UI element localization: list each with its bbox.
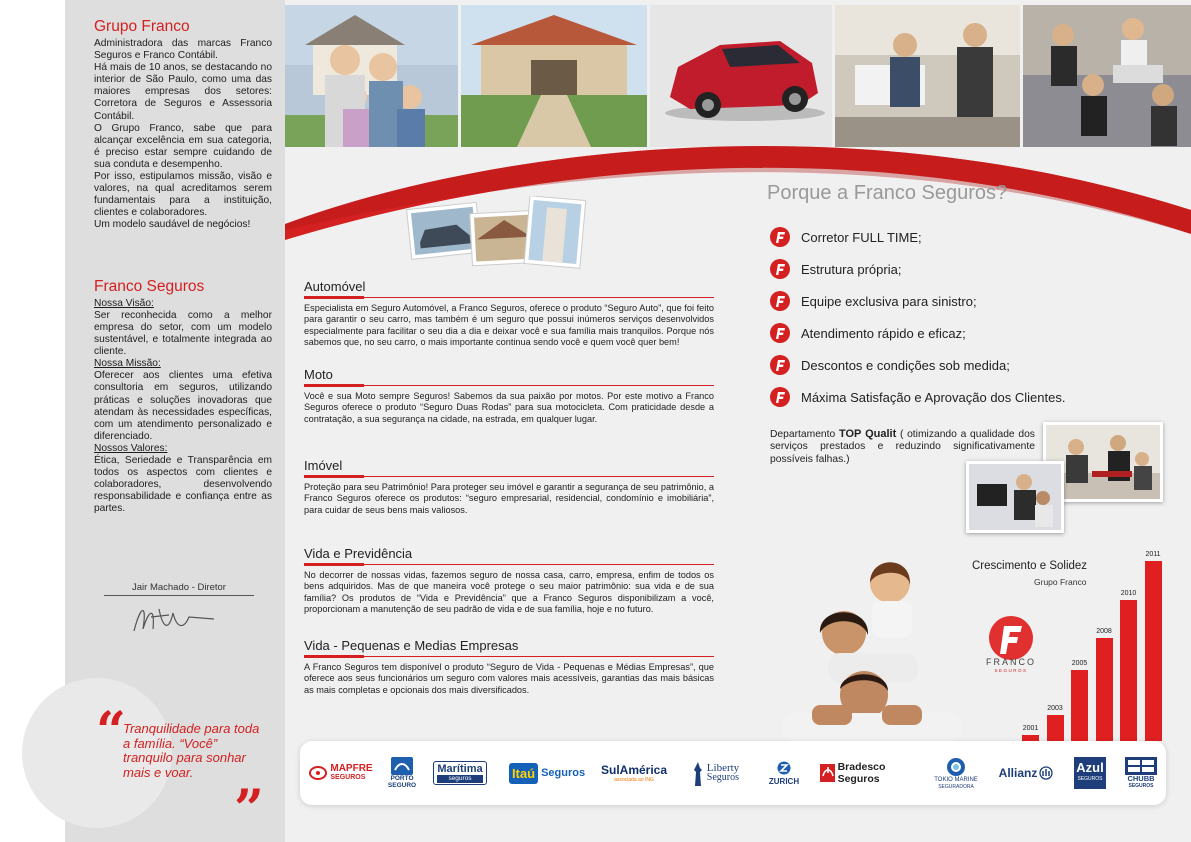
chart-year-label: 2011 xyxy=(1145,551,1161,558)
franco-f-icon xyxy=(769,226,791,248)
chart-title: Crescimento e Solidez xyxy=(972,560,1088,572)
franco-f-icon xyxy=(769,354,791,376)
valores-label: Nossos Valores: xyxy=(94,442,168,454)
service-moto xyxy=(304,367,714,425)
feature-label: Descontos e condições sob medida; xyxy=(801,357,1010,373)
chart-year-label: 2003 xyxy=(1047,705,1063,713)
service-title: Automóvel xyxy=(304,279,714,298)
zurich-icon xyxy=(777,761,791,775)
partners-strip xyxy=(300,741,1166,805)
mapfre-sub: SEGUROS xyxy=(330,774,366,781)
feature-label: Equipe exclusiva para sinistro; xyxy=(801,293,977,309)
missao-label: Nossa Missão: xyxy=(94,358,161,370)
chart-year-label: 2005 xyxy=(1071,660,1088,668)
chubb-name: CHUBB xyxy=(1127,774,1155,783)
why-title: Porque a Franco Seguros? xyxy=(767,182,1008,204)
porto-icon xyxy=(391,757,413,775)
chart-bar-2005 xyxy=(1071,670,1088,741)
partner-maritima xyxy=(428,741,492,805)
stacked-photos xyxy=(405,196,590,276)
partner-tokio xyxy=(928,741,984,805)
partner-itau xyxy=(510,741,584,805)
partner-sulamerica xyxy=(598,741,670,805)
zurich-name: ZURICH xyxy=(768,776,800,786)
signature-scribble xyxy=(129,599,219,639)
partner-azul xyxy=(1070,741,1110,805)
valores-text: Ética, Seriedade e Transparência em todos os aspectos com clientes e colaboradores, desenvolvendo responsabilidade e confiança entre as partes. xyxy=(94,454,272,515)
chart-year-label: 2008 xyxy=(1096,628,1112,636)
franco-f-icon xyxy=(769,290,791,312)
liberty-statue-icon xyxy=(691,760,705,786)
feature-item xyxy=(769,258,901,280)
chart-bar-2003 xyxy=(1047,715,1064,741)
tokio-name: TOKIO MARINE xyxy=(934,776,978,783)
tokio-sub: SEGURADORA xyxy=(938,783,974,790)
chart-bar-2008 xyxy=(1096,638,1113,741)
grupo-para: Por isso, estipulamos missão, visão e valores, na qual acreditamos serem fundamentais para a instituição, clientes e colaboradores. xyxy=(94,171,272,219)
open-quote-icon: “ xyxy=(96,701,126,762)
service-automovel xyxy=(304,279,714,349)
azul-name: Azul xyxy=(1076,760,1104,775)
porto-sub: SEGURO xyxy=(387,782,417,789)
chart-year-label: 2010 xyxy=(1120,589,1137,597)
close-quote-icon: ” xyxy=(234,779,264,840)
feature-label: Estrutura própria; xyxy=(801,261,902,277)
allianz-name: Allianz xyxy=(998,766,1038,780)
service-title: Vida e Previdência xyxy=(304,546,714,565)
partner-mapfre xyxy=(306,741,376,805)
dept-description: ( otimizando a qualidade dos serviços prestados e reduzindo significativamente possíveis falhas.) xyxy=(770,429,1035,465)
grupo-para: Há mais de 10 anos, se destacando no interior de São Paulo, como uma das maiores empresas dos setores: Corretora de Seguros e Assessoria Contábil. xyxy=(94,62,272,122)
itau-name: Itaú xyxy=(509,763,538,784)
service-title: Imóvel xyxy=(304,458,714,477)
chubb-sub: SEGUROS xyxy=(1128,783,1154,789)
service-title: Moto xyxy=(304,367,714,386)
partner-zurich xyxy=(760,741,808,805)
service-text: A Franco Seguros tem disponível o produto “Seguro de Vida - Pequenas e Médias Empresas”, que oferece aos seus funcionários um seguro com valores mais acessíveis, garantias das mais básicas as mais completas e opcionais dos mais diversificados. xyxy=(304,662,714,695)
happy-family-photo xyxy=(772,555,972,745)
tokio-marine-icon xyxy=(946,757,966,777)
azul-sub: SEGUROS xyxy=(1077,776,1103,782)
service-vida-empresas xyxy=(304,638,714,696)
feature-item xyxy=(769,290,977,312)
feature-label: Máxima Satisfação e Aprovação dos Clientes. xyxy=(801,389,1066,405)
itau-sub: Seguros xyxy=(541,767,586,779)
partner-bradesco xyxy=(820,741,922,805)
franco-seguros-title: Franco Seguros xyxy=(94,278,205,295)
dept-bold: TOP Qualit xyxy=(838,428,897,440)
feature-item xyxy=(769,322,966,344)
grupo-para: Um modelo saudável de negócios! xyxy=(94,219,251,231)
grupo-franco-section xyxy=(94,18,272,232)
partner-allianz xyxy=(994,741,1058,805)
franco-f-icon xyxy=(769,386,791,408)
mapfre-icon xyxy=(309,766,327,780)
grupo-franco-title: Grupo Franco xyxy=(94,18,190,35)
visao-label: Nossa Visão: xyxy=(94,298,154,309)
service-vida xyxy=(304,546,714,616)
bradesco-icon xyxy=(820,764,835,782)
porto-name: PORTO xyxy=(390,775,414,782)
partner-chubb xyxy=(1120,741,1162,805)
allianz-icon xyxy=(1039,766,1053,780)
service-title: Vida - Pequenas e Medias Empresas xyxy=(304,638,714,657)
service-text: Você e sua Moto sempre Seguros! Sabemos da sua paixão por motos. Por este motivo a Franco Seguros oferece o produto “Seguro Duas Rodas” para sua motocicleta. Com praticidade desde a contratação, a sua segurança na cidade, na estrada, em qualquer lugar. xyxy=(304,391,714,424)
bradesco-name: Bradesco Seguros xyxy=(837,761,886,785)
feature-label: Atendimento rápido e eficaz; xyxy=(801,325,966,341)
chart-bar-2011 xyxy=(1145,561,1162,741)
chart-subtitle: Grupo Franco xyxy=(1034,577,1087,587)
quote-text: Tranquilidade para toda a família. “Você” tranquilo para sonhar mais e voar. xyxy=(123,721,260,780)
liberty-sub: Seguros xyxy=(706,772,740,783)
franco-f-icon xyxy=(769,258,791,280)
dept-prefix: Departamento xyxy=(770,429,836,440)
grupo-franco-text xyxy=(94,38,272,232)
franco-f-icon xyxy=(769,322,791,344)
chart-year-label: 2001 xyxy=(1022,724,1039,732)
franco-brand-name: FRANCO xyxy=(986,657,1036,667)
liberty-name: Liberty xyxy=(706,762,740,774)
service-text: Proteção para seu Patrimônio! Para proteger seu imóvel e garantir a segurança de seu patrimônio, a Franco Seguros oferece os produtos: “seguro empresarial, residencial, condomínio e imobiliária”, para cuidar de seus bens mais valiosos. xyxy=(304,482,714,515)
franco-seguros-section xyxy=(94,278,272,515)
chubb-icon xyxy=(1125,757,1157,775)
feature-item xyxy=(769,354,1010,376)
service-imovel xyxy=(304,458,714,516)
signer-name: Jair Machado - Diretor xyxy=(104,582,254,596)
signature-block xyxy=(104,582,254,639)
sulamerica-sub: associada ao ING xyxy=(614,776,654,783)
feature-item xyxy=(769,226,922,248)
service-text: Especialista em Seguro Automóvel, a Franco Seguros, oferece o produto “Seguro Auto”, que foi feito para garantir o seu carro, mas também é um seguro que possui inúmeros serviços desenvolvidos especialmente para facilitar o seu dia a dia e deixar você e sua família mais tranquilos. Porque nós sabemos que, no seu carro, o mais importante continua sendo você e quem você quer bem! xyxy=(304,303,714,348)
mapfre-name: MAPFRE xyxy=(330,763,373,774)
visao-text: Ser reconhecida como a melhor empresa do setor, com um modelo sustentável, e totalmente integrada ao cliente. xyxy=(94,310,272,358)
office-computer-photo xyxy=(966,461,1064,533)
service-text: No decorrer de nossas vidas, fazemos seguro de nossa casa, carro, empresa, enfim de todos os bens adquiridos. Mas de que maneira você protege o seu maior patrimônio: sua vida e de sua família? Os produtos de “Vida e Previdência” que a Franco Seguros disponibilizam a você, proporcionam a manutenção de seu padrão de vida e de sua família, hoje e no futuro. xyxy=(304,570,714,615)
grupo-para: Administradora das marcas Franco Seguros e Franco Contábil. xyxy=(94,38,272,62)
partner-porto xyxy=(384,741,420,805)
chart-bar-2010 xyxy=(1120,600,1137,741)
missao-text: Oferecer aos clientes uma efetiva consultoria em seguros, utilizando práticas e soluções inovadoras que atendam às necessidades específicas, com um atendimento personalizado e diferenciado. xyxy=(94,370,272,442)
feature-label: Corretor FULL TIME; xyxy=(801,229,922,245)
franco-brand-sub: SEGUROS xyxy=(994,668,1028,673)
sulamerica-name: SulAmérica xyxy=(600,762,668,777)
maritima-name: Marítima xyxy=(437,763,483,775)
feature-item xyxy=(769,386,1065,408)
maritima-sub: seguros xyxy=(437,775,482,783)
partner-liberty xyxy=(684,741,746,805)
grupo-para: O Grupo Franco, sabe que para alcançar excelência em sua categoria, é preciso estar sempre cuidando de sua conduta e desempenho. xyxy=(94,122,272,170)
